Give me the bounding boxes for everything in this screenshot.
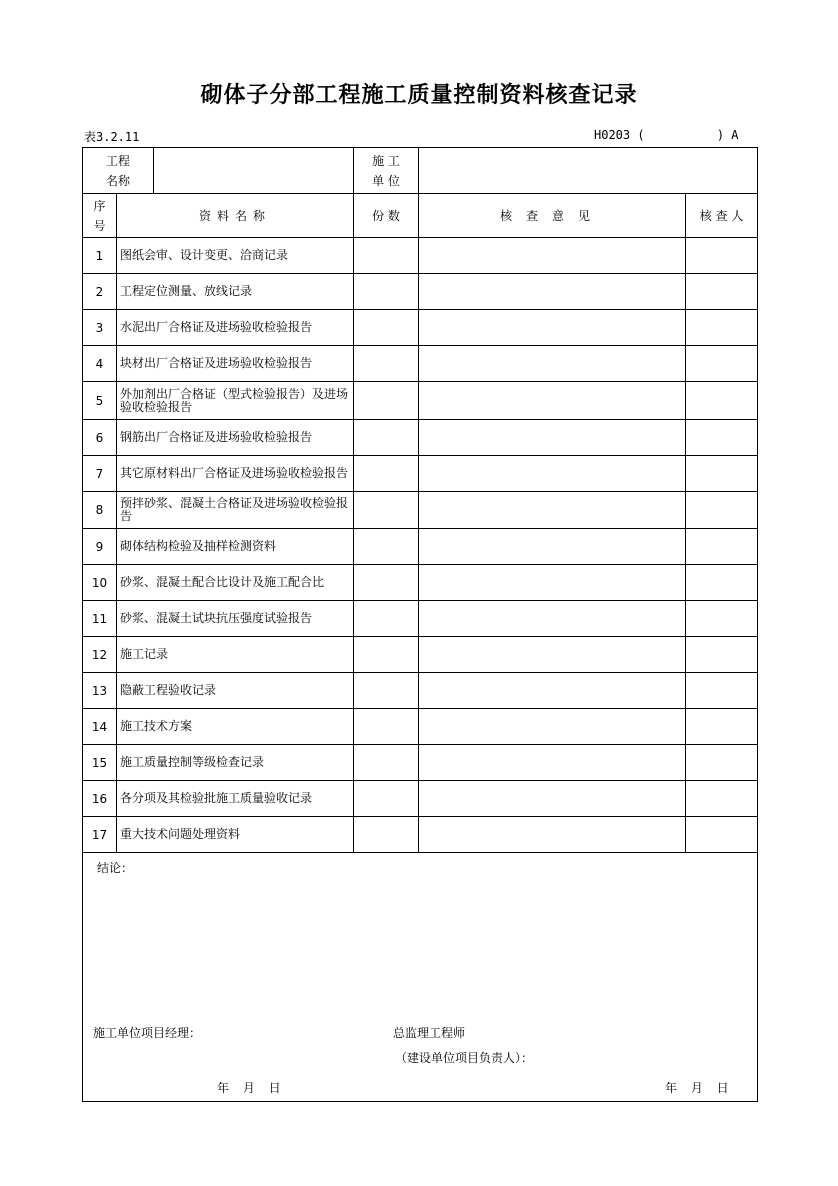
row-doc-name: 施工记录 xyxy=(117,637,354,673)
project-name-label: 工程 名称 xyxy=(83,148,154,194)
table-row xyxy=(83,310,758,346)
row-number: 1 xyxy=(83,238,117,274)
conclusion-label: 结论： xyxy=(97,861,134,875)
table-row xyxy=(83,456,758,492)
row-opinion-cell[interactable] xyxy=(419,529,686,565)
row-number: 8 xyxy=(83,492,117,529)
project-info-row xyxy=(83,148,758,194)
row-number: 2 xyxy=(83,274,117,310)
row-doc-name: 工程定位测量、放线记录 xyxy=(117,274,354,310)
row-checker-cell[interactable] xyxy=(686,274,758,310)
form-code: H0203 ( ) A xyxy=(594,128,739,142)
row-opinion-cell[interactable] xyxy=(419,817,686,853)
row-opinion-cell[interactable] xyxy=(419,274,686,310)
row-number: 3 xyxy=(83,310,117,346)
date-right: 年 月 日 xyxy=(665,1081,731,1095)
row-number: 16 xyxy=(83,781,117,817)
row-number: 12 xyxy=(83,637,117,673)
row-copies-cell[interactable] xyxy=(354,456,419,492)
table-row xyxy=(83,420,758,456)
doc-name-header: 资料名称 xyxy=(117,194,354,238)
copies-header: 份 数 xyxy=(354,194,419,238)
table-row xyxy=(83,781,758,817)
table-row xyxy=(83,817,758,853)
row-checker-cell[interactable] xyxy=(686,709,758,745)
row-checker-cell[interactable] xyxy=(686,601,758,637)
row-number: 11 xyxy=(83,601,117,637)
row-copies-cell[interactable] xyxy=(354,709,419,745)
row-copies-cell[interactable] xyxy=(354,601,419,637)
table-row xyxy=(83,673,758,709)
table-row xyxy=(83,709,758,745)
row-doc-name: 施工质量控制等级检查记录 xyxy=(117,745,354,781)
checker-header: 核 查 人 xyxy=(686,194,758,238)
row-checker-cell[interactable] xyxy=(686,817,758,853)
row-copies-cell[interactable] xyxy=(354,637,419,673)
date-left: 年 月 日 xyxy=(217,1081,283,1095)
row-checker-cell[interactable] xyxy=(686,565,758,601)
conclusion-row xyxy=(83,853,758,1102)
table-row xyxy=(83,274,758,310)
row-opinion-cell[interactable] xyxy=(419,781,686,817)
table-row xyxy=(83,565,758,601)
owner-rep-label: （建设单位项目负责人）： xyxy=(395,1051,534,1065)
row-number: 14 xyxy=(83,709,117,745)
row-copies-cell[interactable] xyxy=(354,781,419,817)
table-number: 表3.2.11 xyxy=(84,130,140,144)
row-opinion-cell[interactable] xyxy=(419,637,686,673)
seq-header: 序 号 xyxy=(83,194,117,238)
table-row xyxy=(83,238,758,274)
row-copies-cell[interactable] xyxy=(354,274,419,310)
row-doc-name: 隐蔽工程验收记录 xyxy=(117,673,354,709)
row-opinion-cell[interactable] xyxy=(419,238,686,274)
row-copies-cell[interactable] xyxy=(354,238,419,274)
row-checker-cell[interactable] xyxy=(686,456,758,492)
row-checker-cell[interactable] xyxy=(686,492,758,529)
row-doc-name: 预拌砂浆、混凝土合格证及进场验收检验报告 xyxy=(117,492,354,529)
row-opinion-cell[interactable] xyxy=(419,420,686,456)
row-doc-name: 图纸会审、设计变更、洽商记录 xyxy=(117,238,354,274)
row-doc-name: 其它原材料出厂合格证及进场验收检验报告 xyxy=(117,456,354,492)
row-number: 5 xyxy=(83,382,117,420)
row-copies-cell[interactable] xyxy=(354,529,419,565)
table-row xyxy=(83,529,758,565)
row-checker-cell[interactable] xyxy=(686,781,758,817)
row-checker-cell[interactable] xyxy=(686,420,758,456)
row-opinion-cell[interactable] xyxy=(419,456,686,492)
table-row xyxy=(83,637,758,673)
table-header-row xyxy=(83,194,758,238)
row-copies-cell[interactable] xyxy=(354,310,419,346)
row-copies-cell[interactable] xyxy=(354,565,419,601)
project-name-field[interactable] xyxy=(154,148,354,194)
table-row xyxy=(83,382,758,420)
row-checker-cell[interactable] xyxy=(686,346,758,382)
row-checker-cell[interactable] xyxy=(686,745,758,781)
row-doc-name: 施工技术方案 xyxy=(117,709,354,745)
row-doc-name: 各分项及其检验批施工质量验收记录 xyxy=(117,781,354,817)
row-copies-cell[interactable] xyxy=(354,492,419,529)
table-row xyxy=(83,601,758,637)
row-opinion-cell[interactable] xyxy=(419,382,686,420)
row-opinion-cell[interactable] xyxy=(419,673,686,709)
row-copies-cell[interactable] xyxy=(354,817,419,853)
row-opinion-cell[interactable] xyxy=(419,492,686,529)
row-opinion-cell[interactable] xyxy=(419,745,686,781)
row-doc-name: 钢筋出厂合格证及进场验收检验报告 xyxy=(117,420,354,456)
row-doc-name: 水泥出厂合格证及进场验收检验报告 xyxy=(117,310,354,346)
page-title: 砌体子分部工程施工质量控制资料核查记录 xyxy=(200,83,638,108)
row-copies-cell[interactable] xyxy=(354,420,419,456)
row-opinion-cell[interactable] xyxy=(419,346,686,382)
row-doc-name: 外加剂出厂合格证（型式检验报告）及进场验收检验报告 xyxy=(117,382,354,420)
row-number: 17 xyxy=(83,817,117,853)
row-copies-cell[interactable] xyxy=(354,745,419,781)
row-copies-cell[interactable] xyxy=(354,346,419,382)
inspection-table xyxy=(82,147,758,1102)
row-doc-name: 重大技术问题处理资料 xyxy=(117,817,354,853)
row-doc-name: 砂浆、混凝土配合比设计及施工配合比 xyxy=(117,565,354,601)
row-number: 10 xyxy=(83,565,117,601)
table-row xyxy=(83,745,758,781)
row-number: 13 xyxy=(83,673,117,709)
row-copies-cell[interactable] xyxy=(354,382,419,420)
row-checker-cell[interactable] xyxy=(686,673,758,709)
contractor-label: 施 工 单 位 xyxy=(354,148,419,194)
row-opinion-cell[interactable] xyxy=(419,565,686,601)
row-number: 9 xyxy=(83,529,117,565)
row-doc-name: 砌体结构检验及抽样检测资料 xyxy=(117,529,354,565)
conclusion-area[interactable] xyxy=(83,853,758,1102)
row-opinion-cell[interactable] xyxy=(419,601,686,637)
row-number: 15 xyxy=(83,745,117,781)
chief-supervisor-label: 总监理工程师 xyxy=(393,1026,466,1040)
row-opinion-cell[interactable] xyxy=(419,310,686,346)
opinion-header: 核查意见 xyxy=(419,194,686,238)
row-number: 6 xyxy=(83,420,117,456)
row-checker-cell[interactable] xyxy=(686,310,758,346)
contractor-manager-label: 施工单位项目经理： xyxy=(93,1026,202,1040)
row-copies-cell[interactable] xyxy=(354,673,419,709)
table-row xyxy=(83,346,758,382)
contractor-field[interactable] xyxy=(419,148,758,194)
row-opinion-cell[interactable] xyxy=(419,709,686,745)
row-number: 7 xyxy=(83,456,117,492)
row-checker-cell[interactable] xyxy=(686,637,758,673)
row-checker-cell[interactable] xyxy=(686,382,758,420)
row-doc-name: 块材出厂合格证及进场验收检验报告 xyxy=(117,346,354,382)
row-number: 4 xyxy=(83,346,117,382)
row-checker-cell[interactable] xyxy=(686,238,758,274)
row-doc-name: 砂浆、混凝土试块抗压强度试验报告 xyxy=(117,601,354,637)
row-checker-cell[interactable] xyxy=(686,529,758,565)
table-row xyxy=(83,492,758,529)
